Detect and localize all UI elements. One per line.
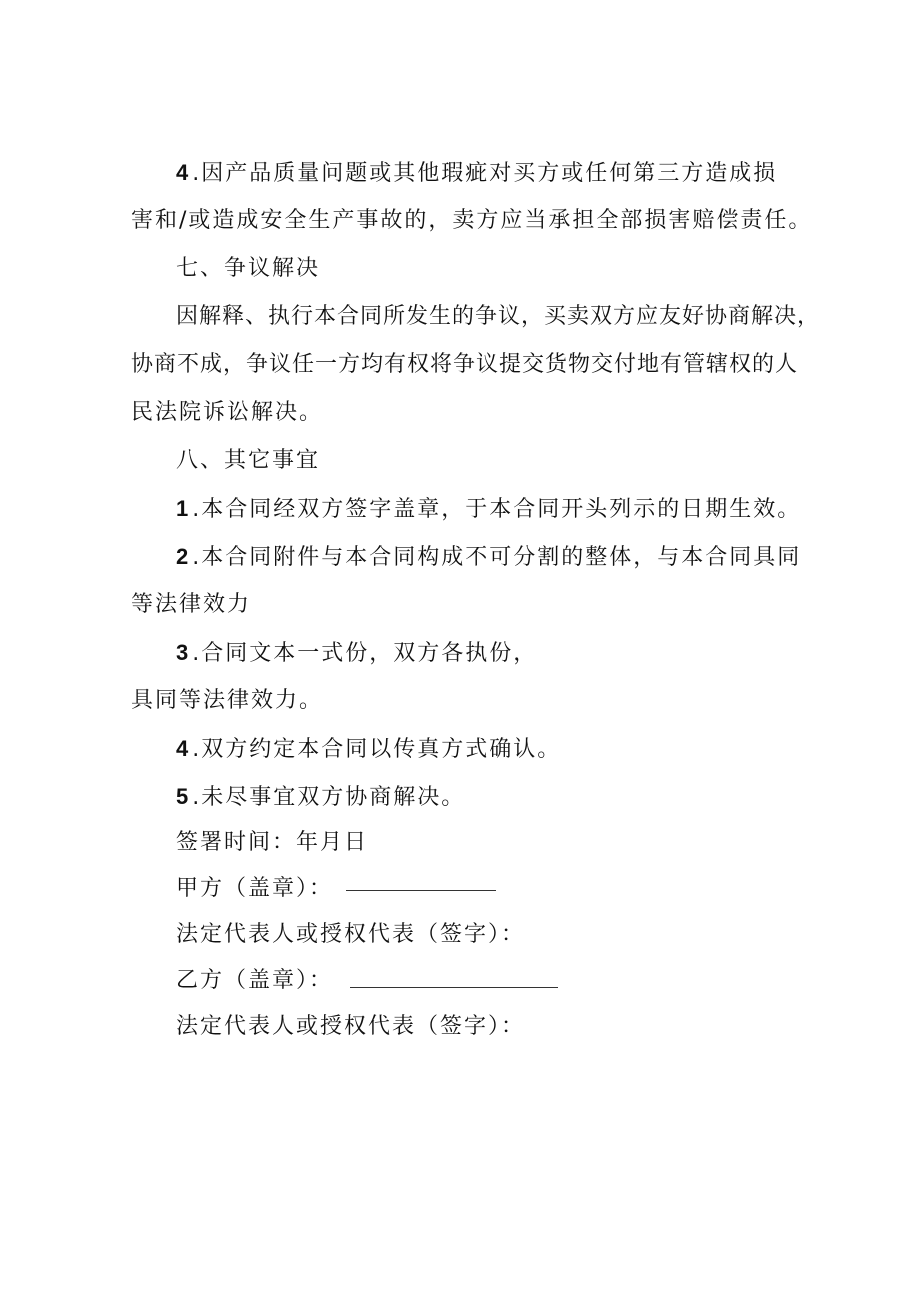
party-b-label: 乙方（盖章）： [176,968,334,993]
clause-4-line-2: 害和/或造成安全生产事故的，卖方应当承担全部损害赔偿责任。 [131,208,813,233]
dispute-para-line-2: 协商不成，争议任一方均有权将争议提交货物交付地有管辖权的人 [131,352,799,377]
party-b-rep-label: 法定代表人或授权代表（签字）： [176,1014,526,1039]
party-b-signature-line[interactable] [350,987,558,988]
other-item-3 [176,638,537,669]
party-b-row [176,966,333,996]
other-item-2 [176,542,801,573]
item-number: 4 [176,736,189,761]
party-a-signature-line[interactable] [346,890,496,891]
sign-date-label: 签署时间：年月日 [176,830,369,855]
clause-4-line-1 [176,158,777,189]
party-a-row [176,874,333,904]
other-item-2-cont: 等法律效力 [131,592,252,617]
dispute-para-line-1: 因解释、执行本合同所发生的争议，买卖双方应友好协商解决， [176,304,821,329]
item-number: 1 [176,496,189,521]
other-item-4 [176,734,561,765]
item-number: 5 [176,784,189,809]
dispute-para-line-3: 民法院诉讼解决。 [131,400,324,425]
party-a-rep-label: 法定代表人或授权代表（签字）： [176,922,526,947]
other-item-3-cont: 具同等法律效力。 [131,688,324,713]
item-text: .双方约定本合同以传真方式确认。 [192,737,562,762]
other-item-1 [176,494,801,525]
section-heading-dispute: 七、争议解决 [176,256,321,281]
section-heading-other: 八、其它事宜 [176,448,321,473]
item-text: .本合同经双方签字盖章，于本合同开头列示的日期生效。 [192,497,802,522]
item-text: .本合同附件与本合同构成不可分割的整体，与本合同具同 [192,545,802,570]
other-item-5 [176,782,465,813]
party-a-label: 甲方（盖章）： [176,876,334,901]
item-text: .合同文本一式份，双方各执份， [192,641,538,666]
clause-number: 4 [176,160,189,185]
clause-text: .因产品质量问题或其他瑕疵对买方或任何第三方造成损 [192,161,778,186]
item-number: 3 [176,640,189,665]
item-text: .未尽事宜双方协商解决。 [192,785,466,810]
item-number: 2 [176,544,189,569]
